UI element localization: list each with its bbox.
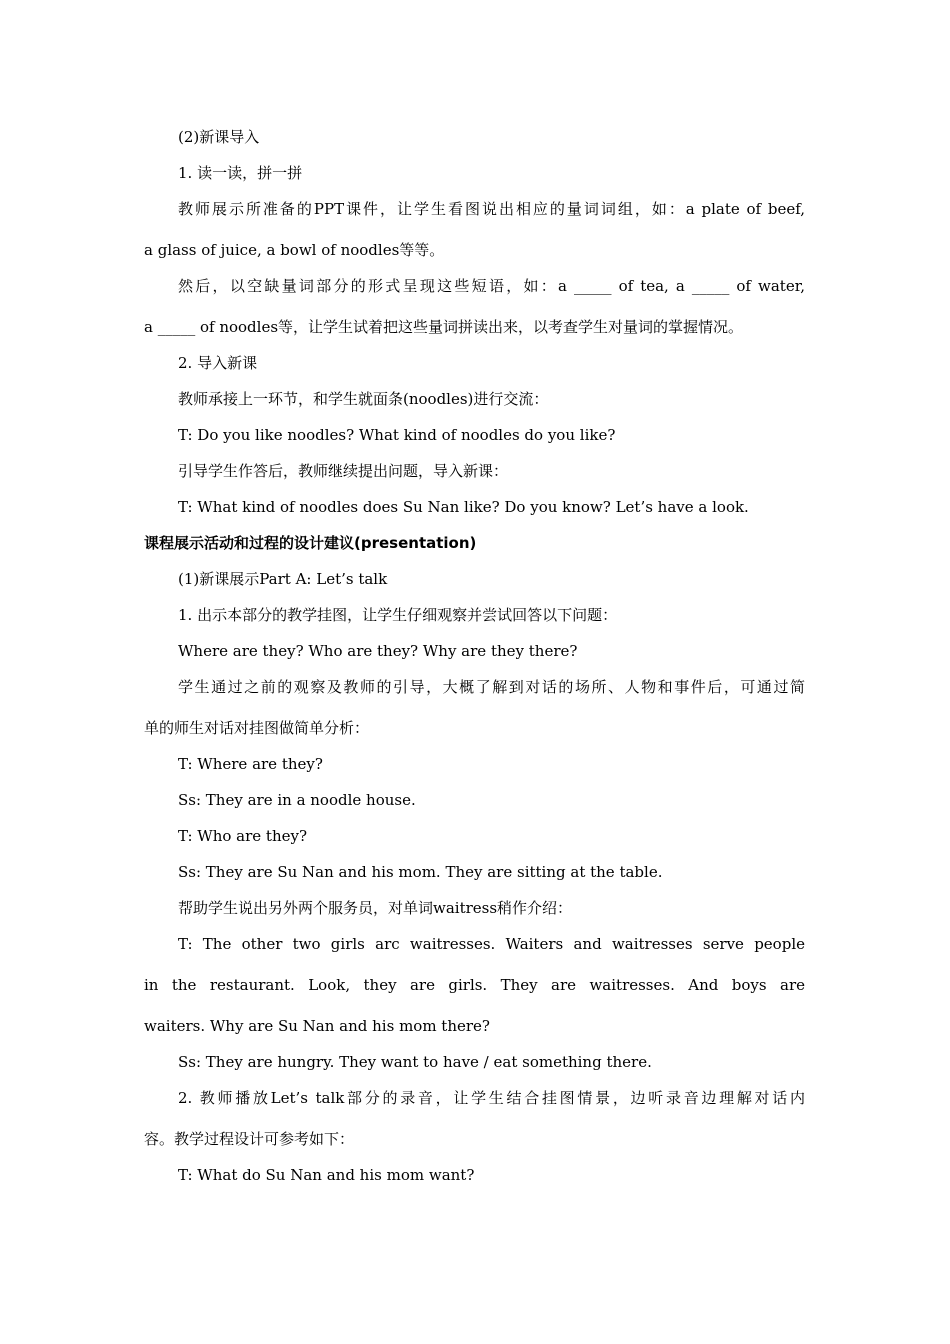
paragraph-line: 教师展示所准备的PPT课件，让学生看图说出相应的量词词组，如：a plate of beef, [178, 200, 805, 218]
paragraph-line: 单的师生对话对挂图做简单分析： [144, 719, 370, 737]
dialogue-line: Where are they? Who are they? Why are they there? [178, 642, 578, 660]
paragraph-line: 容。教学过程设计可参考如下： [144, 1130, 355, 1148]
dialogue-line: T: What do Su Nan and his mom want? [178, 1166, 475, 1184]
step-heading: 1. 读一读，拼一拼 [178, 164, 303, 182]
paragraph-line: 教师承接上一环节，和学生就面条(noodles)进行交流： [178, 390, 549, 408]
paragraph-line: a glass of juice, a bowl of noodles等等。 [144, 241, 445, 259]
step-heading: 2. 教师播放Let’s talk部分的录音，让学生结合挂图情景，边听录音边理解对话内 [178, 1089, 805, 1107]
section-subheading: (2)新课导入 [178, 128, 260, 146]
paragraph-line: 学生通过之前的观察及教师的引导，大概了解到对话的场所、人物和事件后，可通过简 [178, 678, 805, 696]
paragraph-line: a _____ of noodles等，让学生试着把这些量词拼读出来，以考查学生对量词的掌握情况。 [144, 318, 744, 336]
dialogue-line: T: What kind of noodles does Su Nan like? Do you know? Let’s have a look. [178, 498, 749, 516]
dialogue-line: T: The other two girls arc waitresses. Waiters and waitresses serve people [178, 935, 805, 953]
dialogue-line: in the restaurant. Look, they are girls. They are waitresses. And boys are [144, 976, 805, 994]
dialogue-line: Ss: They are Su Nan and his mom. They are sitting at the table. [178, 863, 663, 881]
dialogue-line: T: Do you like noodles? What kind of noodles do you like? [178, 426, 616, 444]
paragraph-line: 帮助学生说出另外两个服务员，对单词waitress稍作介绍： [178, 899, 573, 917]
paragraph-line: 引导学生作答后，教师继续提出问题，导入新课： [178, 462, 509, 480]
dialogue-line: Ss: They are in a noodle house. [178, 791, 416, 809]
paragraph-line: 然后，以空缺量词部分的形式呈现这些短语，如：a _____ of tea, a _____ of water, [178, 277, 805, 295]
step-heading: 1. 出示本部分的教学挂图，让学生仔细观察并尝试回答以下问题： [178, 606, 618, 624]
dialogue-line: Ss: They are hungry. They want to have / eat something there. [178, 1053, 652, 1071]
step-heading: 2. 导入新课 [178, 354, 258, 372]
section-heading: 课程展示活动和过程的设计建议(presentation) [144, 534, 477, 552]
dialogue-line: waiters. Why are Su Nan and his mom there? [144, 1017, 490, 1035]
dialogue-line: T: Who are they? [178, 827, 308, 845]
dialogue-line: T: Where are they? [178, 755, 323, 773]
section-subheading: (1)新课展示Part A: Let’s talk [178, 570, 388, 588]
